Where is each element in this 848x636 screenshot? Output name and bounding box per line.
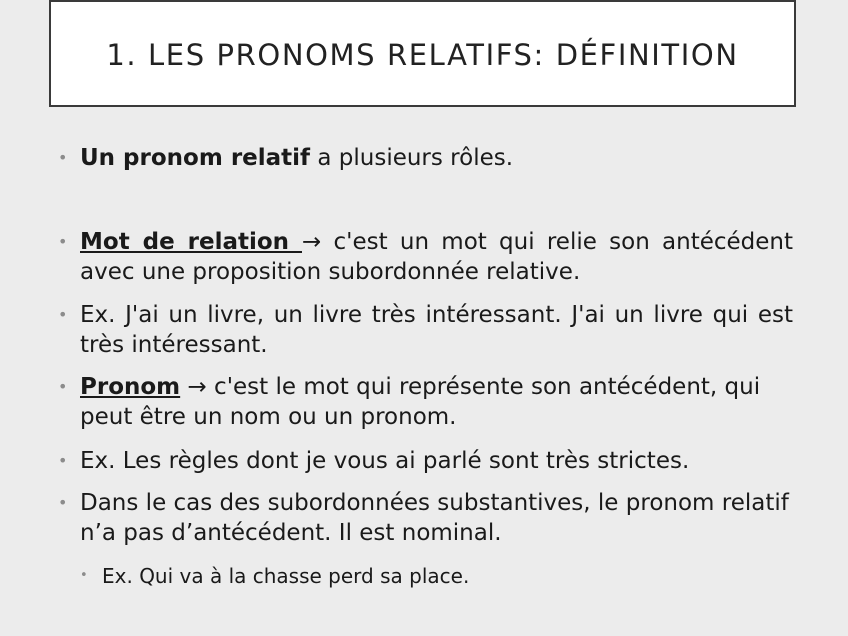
title-box [49, 0, 796, 107]
list-item [58, 300, 793, 360]
list-item [58, 143, 793, 173]
sub-list-item [80, 562, 780, 590]
example-text: Ex. Qui va à la chasse perd sa place. [102, 564, 470, 588]
bullet-icon: • [58, 232, 68, 251]
definition: → c'est un mot qui relie son antécédent avec une proposition subordonnée relative. [80, 229, 794, 285]
bullet-icon: • [80, 568, 88, 583]
body-text: Dans le cas des subordonnées substantives, le pronom relatif n’a pas d’antécédent. Il est nominal. [80, 490, 789, 546]
list-item [58, 372, 793, 432]
bullet-icon: • [58, 377, 68, 396]
example-text: Ex. J'ai un livre, un livre très intéressant. J'ai un livre qui est très intéressant. [80, 302, 793, 358]
example-text: Ex. Les règles dont je vous ai parlé sont très strictes. [80, 448, 690, 474]
list-item [58, 488, 793, 548]
definition: a plusieurs rôles. [310, 145, 514, 171]
slide-title: 1. LES PRONOMS RELATIFS: DÉFINITION [106, 37, 739, 72]
bullet-icon: • [58, 493, 68, 512]
bullet-icon: • [58, 148, 68, 167]
definition: → c'est le mot qui représente son antécédent, qui peut être un nom ou un pronom. [80, 374, 761, 430]
list-item [58, 446, 793, 476]
bullet-icon: • [58, 305, 68, 324]
bullet-icon: • [58, 451, 68, 470]
term: Mot de relation [80, 229, 302, 255]
term: Un pronom relatif [80, 145, 311, 171]
list-item [58, 227, 793, 287]
term: Pronom [80, 374, 181, 400]
